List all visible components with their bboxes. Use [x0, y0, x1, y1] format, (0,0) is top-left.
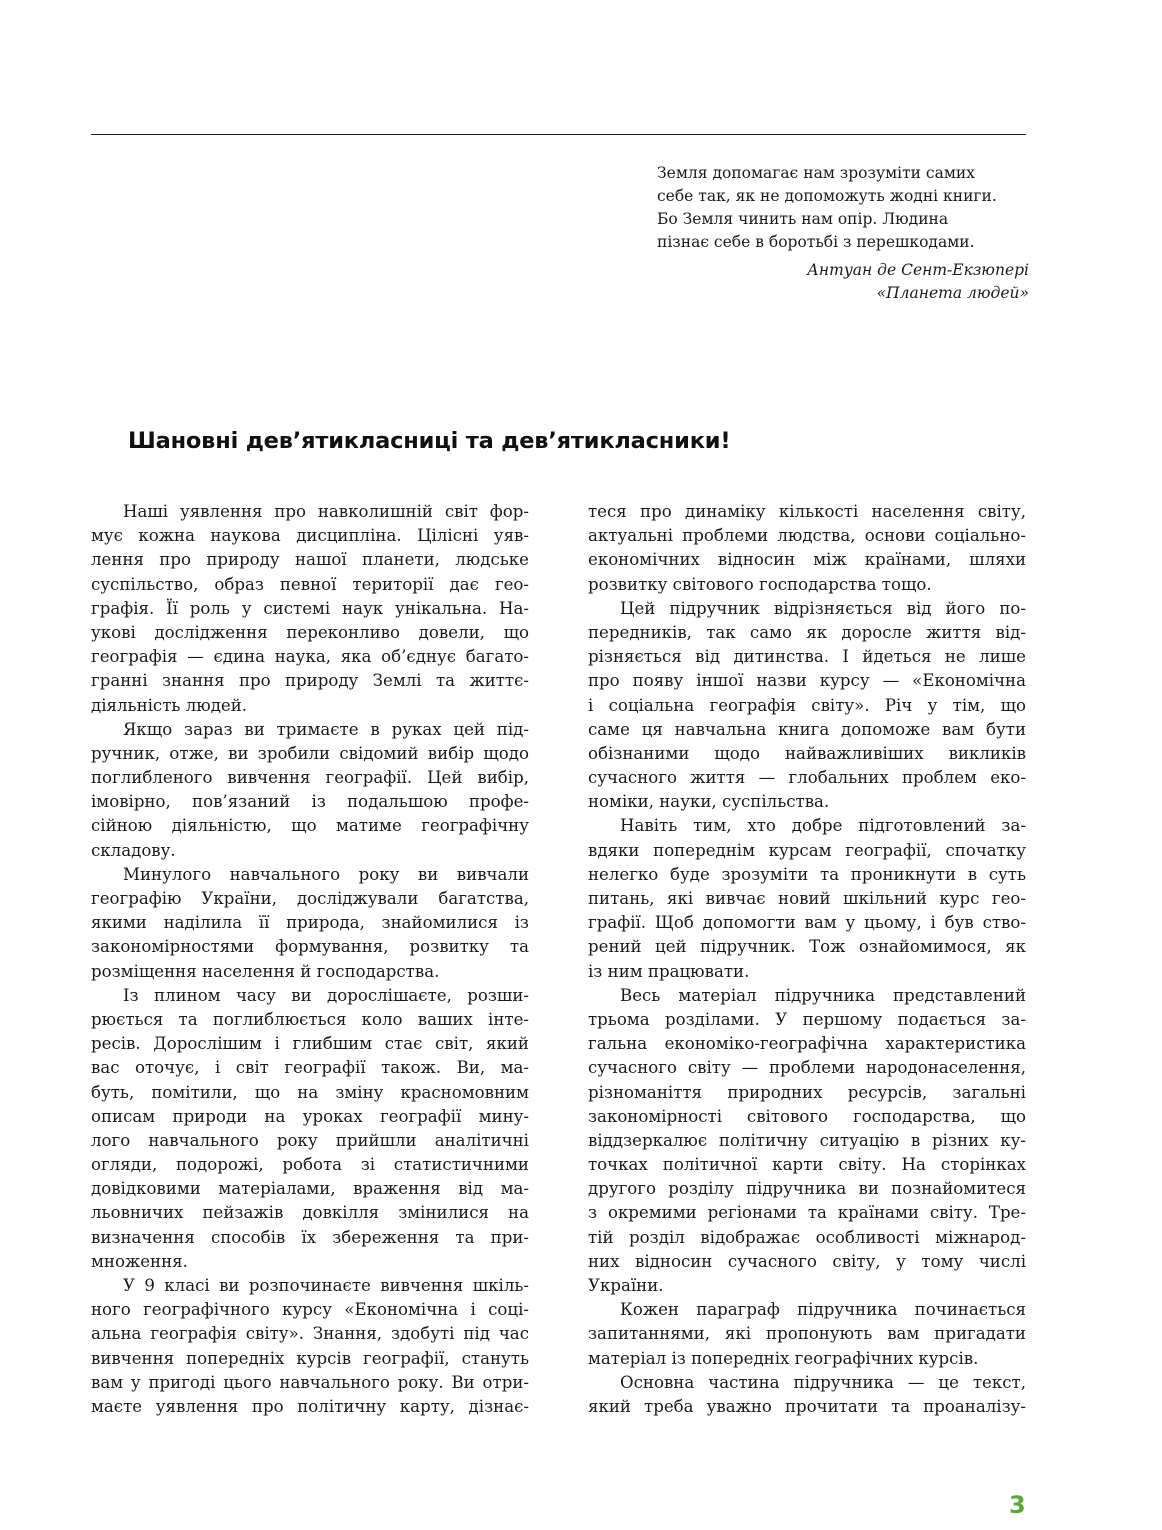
- text-line: Навіть тим, хто добре підготовлений за-: [620, 816, 1026, 836]
- text-line: рений цей підручник. Тож ознайомимося, як: [588, 937, 1026, 957]
- text-line: укові дослідження переконливо довели, що: [91, 622, 529, 642]
- text-line: лення про природу нашої планети, людське: [91, 550, 529, 570]
- text-line: другого розділу підручника ви познайомитеся: [588, 1179, 1026, 1199]
- text-line: трьома розділами. У першому подається за-: [588, 1009, 1026, 1029]
- epigraph-author: Антуан де Сент-Екзюпері: [807, 261, 1029, 279]
- text-line: множення.: [91, 1251, 188, 1271]
- text-line: Якщо зараз ви тримаєте в руках цей під-: [123, 719, 529, 739]
- text-line: суспільство, образ певної території дає гео-: [91, 574, 529, 594]
- text-column-right: [588, 500, 1026, 1419]
- text-line: саме ця навчальна книга допоможе вам бути: [588, 719, 1026, 739]
- header-rule: [91, 134, 1026, 135]
- text-line: ручник, отже, ви зробили свідомий вибір щодо: [91, 743, 529, 763]
- text-line: графія. Її роль у системі наук унікальна. На-: [91, 598, 529, 618]
- text-line: довідковими матеріалами, враження від ма-: [91, 1179, 529, 1199]
- text-line: нелегко буде зрозуміти та проникнути в суть: [588, 864, 1026, 884]
- text-line: із ним працювати.: [588, 961, 750, 981]
- text-line: теся про динаміку кількості населення світу,: [588, 502, 1026, 521]
- text-line: ресів. Дорослішим і глибшим стає світ, який: [91, 1034, 529, 1054]
- text-line: різноманіття природних ресурсів, загальні: [588, 1082, 1026, 1102]
- text-line: огляди, подорожі, робота зі статистичними: [91, 1155, 529, 1175]
- text-column-left: [91, 500, 529, 1419]
- text-line: про появу іншої назви курсу — «Економічна: [588, 671, 1026, 691]
- text-line: сучасного життя — глобальних проблем еко-: [588, 768, 1026, 788]
- text-line: Цей підручник відрізняється від його по-: [620, 598, 1026, 618]
- text-line: економічних відносин між країнами, шляхи: [588, 550, 1026, 570]
- text-line: Із плином часу ви дорослішаєте, розши-: [123, 985, 529, 1005]
- text-line: різняється від дитинства. І йдеться не лише: [588, 647, 1026, 667]
- text-line: який треба уважно прочитати та проаналізу-: [588, 1396, 1026, 1416]
- text-line: України.: [588, 1276, 664, 1295]
- text-line: закономірності світового господарства, що: [588, 1106, 1026, 1126]
- text-line: вдяки попереднім курсам географії, спочатку: [588, 840, 1026, 860]
- text-line: географія — єдина наука, яка об’єднує багато-: [91, 647, 529, 667]
- epigraph: [657, 162, 1029, 305]
- text-line: рюється та поглиблюється коло ваших інте-: [91, 1009, 529, 1029]
- epigraph-source: «Планета людей»: [876, 284, 1029, 302]
- text-line: актуальні проблеми людства, основи соціально-: [588, 526, 1026, 546]
- text-line: питань, які вивчає новий шкільний курс гео-: [588, 889, 1026, 908]
- text-line: них відносин сучасного світу, у тому числі: [588, 1251, 1026, 1271]
- text-line: льовничих пейзажів довкілля змінилися на: [91, 1203, 529, 1223]
- text-line: вивчення попередніх курсів географії, стануть: [91, 1348, 529, 1368]
- text-line: віддзеркалює політичну ситуацію в різних ку-: [588, 1130, 1026, 1150]
- text-line: географію України, досліджували багатства,: [91, 889, 529, 908]
- text-line: поглибленого вивчення географії. Цей вибір,: [91, 768, 529, 788]
- text-line: з окремими регіонами та країнами світу. Тре-: [588, 1203, 1026, 1223]
- text-line: і соціальна географія світу». Річ у тім, що: [588, 695, 1026, 715]
- text-line: складову.: [91, 840, 176, 860]
- text-line: Основна частина підручника — це текст,: [620, 1372, 1026, 1392]
- text-line: тій розділ відображає особливості міжнарод-: [588, 1227, 1026, 1247]
- text-line: номіки, науки, суспільства.: [588, 792, 830, 812]
- text-line: мує кожна наукова дисципліна. Цілісні уяв-: [91, 526, 529, 546]
- text-line: розвитку світового господарства тощо.: [588, 574, 932, 594]
- text-line: сучасного світу — проблеми народонаселення,: [588, 1058, 1026, 1078]
- text-line: вас оточує, і світ географії також. Ви, ма-: [91, 1058, 529, 1078]
- text-line: описам природи на уроках географії мину-: [91, 1106, 529, 1126]
- text-line: вам у пригоді цього навчального року. Ви отри-: [91, 1372, 529, 1392]
- text-line: Минулого навчального року ви вивчали: [123, 864, 529, 884]
- text-line: гальна економіко-географічна характеристика: [588, 1034, 1026, 1054]
- text-line: діяльність людей.: [91, 695, 248, 715]
- text-line: Кожен параграф підручника починається: [620, 1300, 1026, 1320]
- text-line: розміщення населення й господарства.: [91, 961, 440, 981]
- text-line: матеріал із попередніх географічних курсів.: [588, 1348, 979, 1368]
- text-line: Весь матеріал підручника представлений: [620, 985, 1026, 1005]
- epigraph-line: себе так, як не допоможуть жодні книги.: [657, 187, 997, 205]
- epigraph-line: пізнає себе в боротьбі з перешкодами.: [657, 233, 975, 251]
- text-line: альна географія світу». Знання, здобуті під час: [91, 1324, 529, 1344]
- text-line: визначення способів їх збереження та при-: [91, 1227, 529, 1247]
- epigraph-line: Земля допомагає нам зрозуміти самих: [657, 164, 975, 182]
- text-line: Наші уявлення про навколишній світ фор-: [123, 502, 529, 521]
- text-line: буть, помітили, що на зміну красномовним: [91, 1082, 529, 1102]
- text-line: якими наділила її природа, знайомилися із: [91, 913, 529, 933]
- page-heading: Шановні дев’ятикласниці та дев’ятикласники!: [128, 428, 731, 454]
- text-line: закономірностями формування, розвитку та: [91, 937, 529, 957]
- text-line: сійною діяльністю, що матиме географічну: [91, 816, 529, 836]
- text-line: точках політичної карти світу. На сторінках: [588, 1155, 1026, 1175]
- text-line: маєте уявлення про політичну карту, дізнає-: [91, 1396, 529, 1416]
- epigraph-line: Бо Земля чинить нам опір. Людина: [657, 210, 949, 228]
- text-line: обізнаними щодо найважливіших викликів: [588, 743, 1026, 763]
- page-number: 3: [1009, 1491, 1026, 1519]
- text-line: гранні знання про природу Землі та життє-: [91, 671, 529, 691]
- text-line: лого навчального року прийшли аналітичні: [91, 1130, 529, 1150]
- text-line: імовірно, пов’язаний із подальшою профе-: [91, 792, 529, 812]
- text-line: графії. Щоб допомогти вам у цьому, і був ство-: [588, 913, 1026, 933]
- text-line: ного географічного курсу «Економічна і соці-: [91, 1300, 529, 1320]
- text-line: запитаннями, які пропонують вам пригадати: [588, 1324, 1026, 1344]
- text-line: передників, так само як доросле життя від-: [588, 622, 1026, 642]
- text-line: У 9 класі ви розпочинаєте вивчення шкіль-: [123, 1276, 529, 1295]
